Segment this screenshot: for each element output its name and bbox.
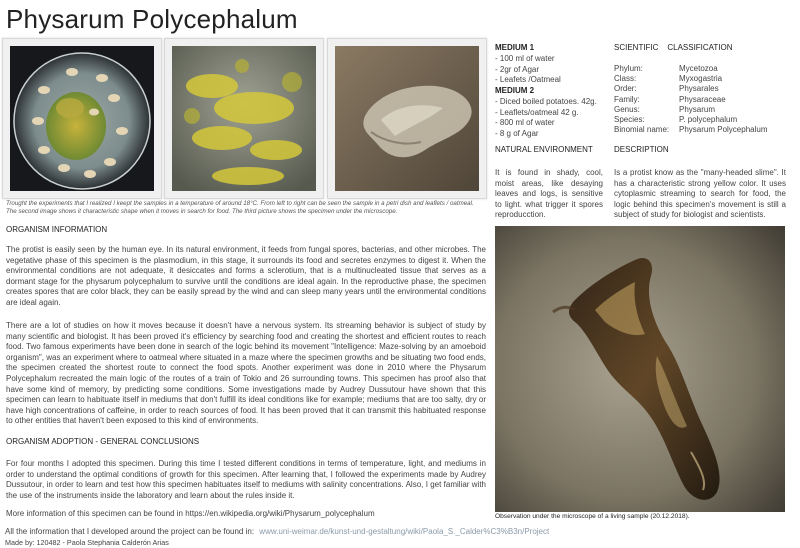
classification-key: Family: (614, 94, 640, 104)
classification-value: Myxogastria (679, 74, 723, 84)
list-item: - 100 ml of water (495, 54, 555, 63)
slime-closeup-image (172, 46, 316, 191)
classification-value: P. polycephalum (679, 115, 738, 125)
list-item: - 800 ml of water (495, 118, 555, 127)
classification-value: Physarum Polycephalum (679, 125, 768, 135)
natural-environment-heading: NATURAL ENVIRONMENT (495, 145, 593, 154)
footer-info (5, 527, 549, 536)
classification-table (614, 64, 767, 135)
classification-value: Physarales (679, 84, 719, 94)
natural-environment-text: It is found in shady, cool, moist areas, like desaying leaves and logs, is sensitive to light. what trigger it spores reproducction. (495, 168, 603, 220)
list-item: - Leafets /Oatmeal (495, 75, 561, 84)
classification-value: Physaraceae (679, 94, 726, 104)
footer-made-by: Made by: 120482 - Paola Stephania Calderón Arias (5, 538, 169, 547)
photo-caption: Trought the experiments that I realized I keept the samples in a temperature of around 18°C. From left to right can be seen the sample in a petri dish and leaflets / oatmeal. The second image shows it characteristic shape when it moves in search for food. The third picture shows the specimen under the microscope. (6, 200, 474, 215)
organism-info-paragraph-2: There are a lot of studies on how it moves because it doesn't have a nervous system. Its streaming behavior is subject of study by many scientific and biologist. It has been proved it's efficiency by searching food and creating the shortest and efficient routes to reach food. Two famous experiments have been done in search of the logic behind its movement "Intelligence: Maze-solving by an amoeboid organism", was an experiment where to oatmeal where situated in a maze where the specimen growths and be situating two food ends, the specimen created the shortest route to connect the food spots. Another experiment was done in 2010 where the Physarum Polycephalum recreated the main logic of the routes of a train of Tokio and 26 surrounding towns. This specimen has proof also that have some kind of memory, by predicting some conditions. Some investigations made by Audrey Dussutour have shown that this specimen can learn to habituate itself in mediums that don't fulfill its ideal conditions like for example; mediums that are too salty, dry or have high concentrations of caffeine, in order to reach sources of food. It has been proved that it can transmit this habituated response to other entities that haven't been exposed to this kind of environments. (6, 321, 486, 426)
project-link[interactable]: www.uni-weimar.de/kunst-und-gestaltung/wiki/Paola_S._Calder%C3%B3n/Project (259, 527, 550, 536)
microscope-image (335, 46, 479, 191)
description-heading: DESCRIPTION (614, 145, 669, 154)
list-item: - Leaflets/oatmeal 42 g. (495, 107, 579, 117)
list-item: - 8 g of Agar (495, 128, 539, 138)
page-title: Physarum Polycephalum (6, 4, 298, 34)
medium1-title: MEDIUM 1 (495, 43, 535, 52)
classification-row (614, 84, 767, 94)
classification-key: Genus: (614, 104, 640, 114)
classification-key: Species: (614, 115, 645, 125)
adoption-heading: ORGANISM ADOPTION - GENERAL CONCLUSIONS (6, 437, 200, 446)
classification-row (614, 64, 767, 74)
list-item: - Diced boiled potatoes. 42g. (495, 97, 597, 106)
medium2-list (495, 97, 597, 139)
list-item: - 2gr of Agar (495, 64, 540, 74)
organism-info-paragraph-1: The protist is easily seen by the human eye. In its natural environment, it feeds from fungal spores, bacterias, and other microbes. The vegetative phase of this specimen is the plasmodium, in this stage, it surrounds its food and secretes enzymes to digest it. When the environmental conditions are not adequate, it desiccates and forms a sclerotium, that is a multinucleated tissue that serves as a dormant stage for the physarum polycephalum to survive until the conditions are ideal again. In the reproductive phase, the specimen creates spores that are color black, they can be easily spread by the wind and can sleep many years until the environmental conditions are ideal again. (6, 245, 486, 307)
classification-heading: SCIENTIFIC CLASSIFICATION (614, 43, 733, 52)
description-text: Is a protist know as the "many-headed slime". It has a characteristic strong yellow color. It uses cytoplasmic streaming to search for food, the logic behind this specimen's movement is still a subject of study for biologist and scientists. (614, 168, 786, 220)
classification-row (614, 125, 767, 135)
more-info-text: More information of this specimen can be found in https://en.wikipedia.org/wiki/Physarum_polycephalum (6, 509, 375, 518)
adoption-text: For four months I adopted this specimen. During this time I tested different conditions in terms of temperature, light, and mediums in order to understand the optimal conditions of growth for this specimen. After learning that, I followed the experiments made by Audrey Dussutour, in order to learn and test how this specimen habituates itself to mediums with salinity concentrations. Also, I get familiar with the use of the instruments inside the laboratory and learn about the rules inside it. (6, 459, 486, 500)
classification-value: Physarum (679, 104, 716, 114)
classification-row (614, 115, 767, 125)
classification-key: Class: (614, 74, 637, 84)
classification-key: Binomial name: (614, 125, 670, 135)
microscope-photo (327, 38, 487, 199)
petri-dish-photo (2, 38, 162, 199)
classification-key: Phylum: (614, 64, 643, 73)
medium2-title: MEDIUM 2 (495, 86, 535, 95)
classification-row (614, 105, 767, 115)
microscope-caption: Observation under the microscope of a living sample (20.12.2018). (495, 513, 690, 520)
microscope-observation-photo (495, 226, 785, 512)
classification-key: Order: (614, 84, 637, 94)
organism-info-heading: ORGANISM INFORMATION (6, 225, 108, 234)
microscope-observation-image (495, 226, 785, 512)
footer-info-text: All the information that I developed around the project can be found in: (5, 527, 255, 536)
petri-dish-image (10, 46, 154, 191)
slime-closeup-photo (164, 38, 324, 199)
classification-row (614, 74, 767, 84)
classification-row (614, 95, 767, 105)
classification-value: Mycetozoa (679, 64, 718, 73)
medium1-list (495, 54, 561, 86)
